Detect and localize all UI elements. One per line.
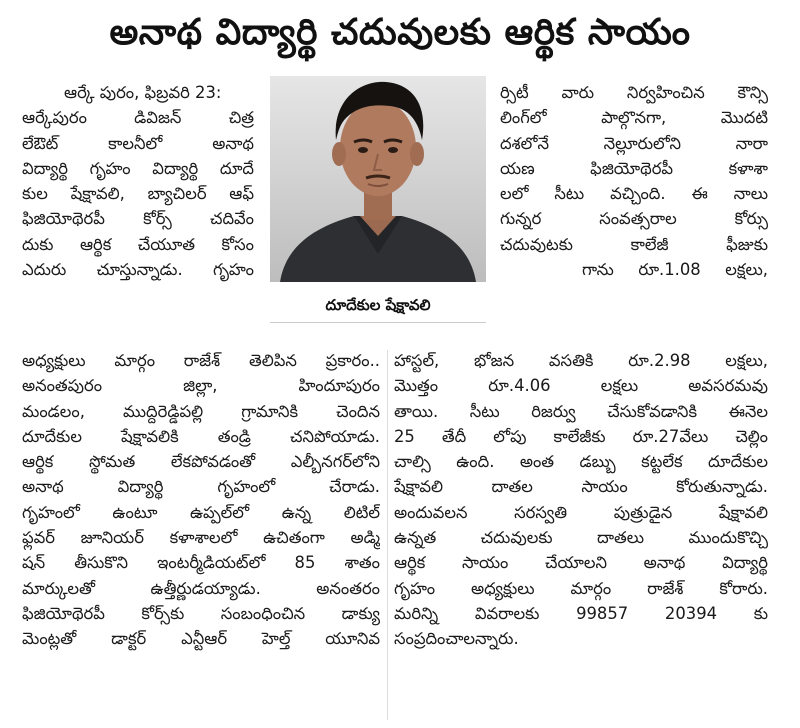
text-line: మరిన్ని వివరాలకు 99857 20394 కు	[394, 603, 768, 623]
text-line: మండలం, ముద్దిరెడ్డిపల్లి గ్రామానికి చెందిన	[22, 401, 380, 421]
headline: అనాథ విద్యార్థి చదువులకు ఆర్థిక సాయం	[109, 12, 691, 53]
text-line: అందువలన సరస్వతి పుత్రుడైన షేక్షావలి	[394, 502, 768, 522]
text-line: దశలోనే నెల్లూరులోని నారా	[500, 133, 768, 153]
text-line: ర్సిటీ వారు నిర్వహించిన కౌన్సి	[500, 83, 768, 102]
text-line: తాయి. సీటు రిజర్వు చేసుకోవడానికి ఈనెల	[394, 401, 768, 421]
text-line: గున్నర సంవత్సరాల కోర్సు	[500, 209, 768, 229]
right-column-top	[500, 80, 768, 282]
text-line: చదువుటకు కాలేజీ ఫీజుకు	[500, 234, 768, 254]
portrait-photo	[270, 76, 486, 282]
text-line: అధ్యక్షులు మార్గం రాజేశ్ తెలిపిన ప్రకారం..	[22, 351, 380, 370]
text-line: దుకు ఆర్థిక చేయూత కోసం	[22, 234, 254, 254]
text-line: హాస్టల్, భోజన వసతికి రూ.2.98 లక్షలు,	[394, 351, 768, 370]
text-line: ఉన్నత చదువులకు దాతలు ముందుకొచ్చి	[394, 528, 768, 548]
text-line: గృహంలో ఉంటూ ఉప్పల్‌లో ఉన్న లిటిల్	[22, 502, 380, 522]
text-line: దూదేకుల షేక్షావలికి తండ్రి చనిపోయాడు.	[22, 426, 380, 446]
text-line: ఆర్థిక సాయం చేయాలని అనాథ విద్యార్థి	[394, 553, 768, 573]
text-line: ఆర్కే పురం, ఫిబ్రవరి 23:	[64, 83, 222, 102]
text-line: మెంట్లతో డాక్టర్ ఎన్టీఆర్ హెల్త్ యూనివ	[22, 629, 380, 649]
text-line: మొత్తం రూ.4.06 లక్షలు అవసరమవు	[394, 376, 768, 396]
text-line: 25 తేదీ లోపు కాలేజీకు రూ.27వేలు చెల్లిం	[394, 426, 768, 446]
text-line: ఫిజియోథెరపీ కోర్స్‌కు సంబంధించిన డాక్యు	[22, 603, 380, 623]
text-line: లింగ్‌లో పాల్గొనగా, మొదటి	[500, 108, 768, 128]
text-line: ఫ్లవర్ జూనియర్ కళాశాలలో ఉచితంగా అడ్మి	[22, 528, 380, 548]
text-line: సంప్రదించాలన్నారు.	[394, 629, 519, 649]
text-line: అనంతపురం జిల్లా, హిందూపురం	[22, 376, 380, 396]
text-line: షేక్షావలి దాతల సాయం కోరుతున్నాడు.	[394, 477, 768, 497]
text-line: విద్యార్థి గృహం విద్యార్థి దూదే	[22, 158, 254, 178]
column-divider	[387, 350, 388, 720]
left-column-top	[22, 80, 254, 282]
text-line: యణ ఫిజియోథెరపీ కళాశా	[500, 158, 768, 178]
text-line: ఆర్థిక స్థోమత లేకపోవడంతో ఎల్బీనగర్‌లోని	[22, 452, 380, 472]
text-line: ఫిజియోథెరపీ కోర్స్ చదివేం	[22, 209, 254, 229]
text-line: కుల షేక్షావలి, బ్యాచిలర్ ఆఫ్	[22, 184, 254, 204]
text-line: ఆర్కేపురం డివిజన్ చిత్ర	[22, 108, 254, 128]
text-line: గృహం అధ్యక్షులు మార్గం రాజేశ్ కోరారు.	[394, 578, 768, 598]
text-line: గాను రూ.1.08 లక్షలు,	[582, 260, 768, 280]
text-line: ఎదురు చూస్తున్నాడు. గృహం	[22, 260, 254, 280]
right-column-bottom	[394, 348, 768, 652]
text-line: లలో సీటు వచ్చింది. ఈ నాలు	[500, 184, 768, 204]
text-line: షన్ తీసుకొని ఇంటర్మీడియట్‌లో 85 శాతం	[22, 553, 380, 573]
left-column-bottom	[22, 348, 380, 652]
text-line: అనాథ విద్యార్థి గృహంలో చేరాడు.	[22, 477, 380, 497]
text-line: లేఔట్ కాలనీలో అనాథ	[22, 133, 254, 153]
photo-caption: దూదేకుల షేక్షావలి	[270, 288, 486, 323]
portrait-illustration	[270, 76, 486, 282]
text-line: చాల్సి ఉంది. అంత డబ్బు కట్టలేక దూదేకుల	[394, 452, 768, 472]
text-line: మార్కులతో ఉత్తీర్ణుడయ్యాడు. అనంతరం	[22, 578, 380, 598]
